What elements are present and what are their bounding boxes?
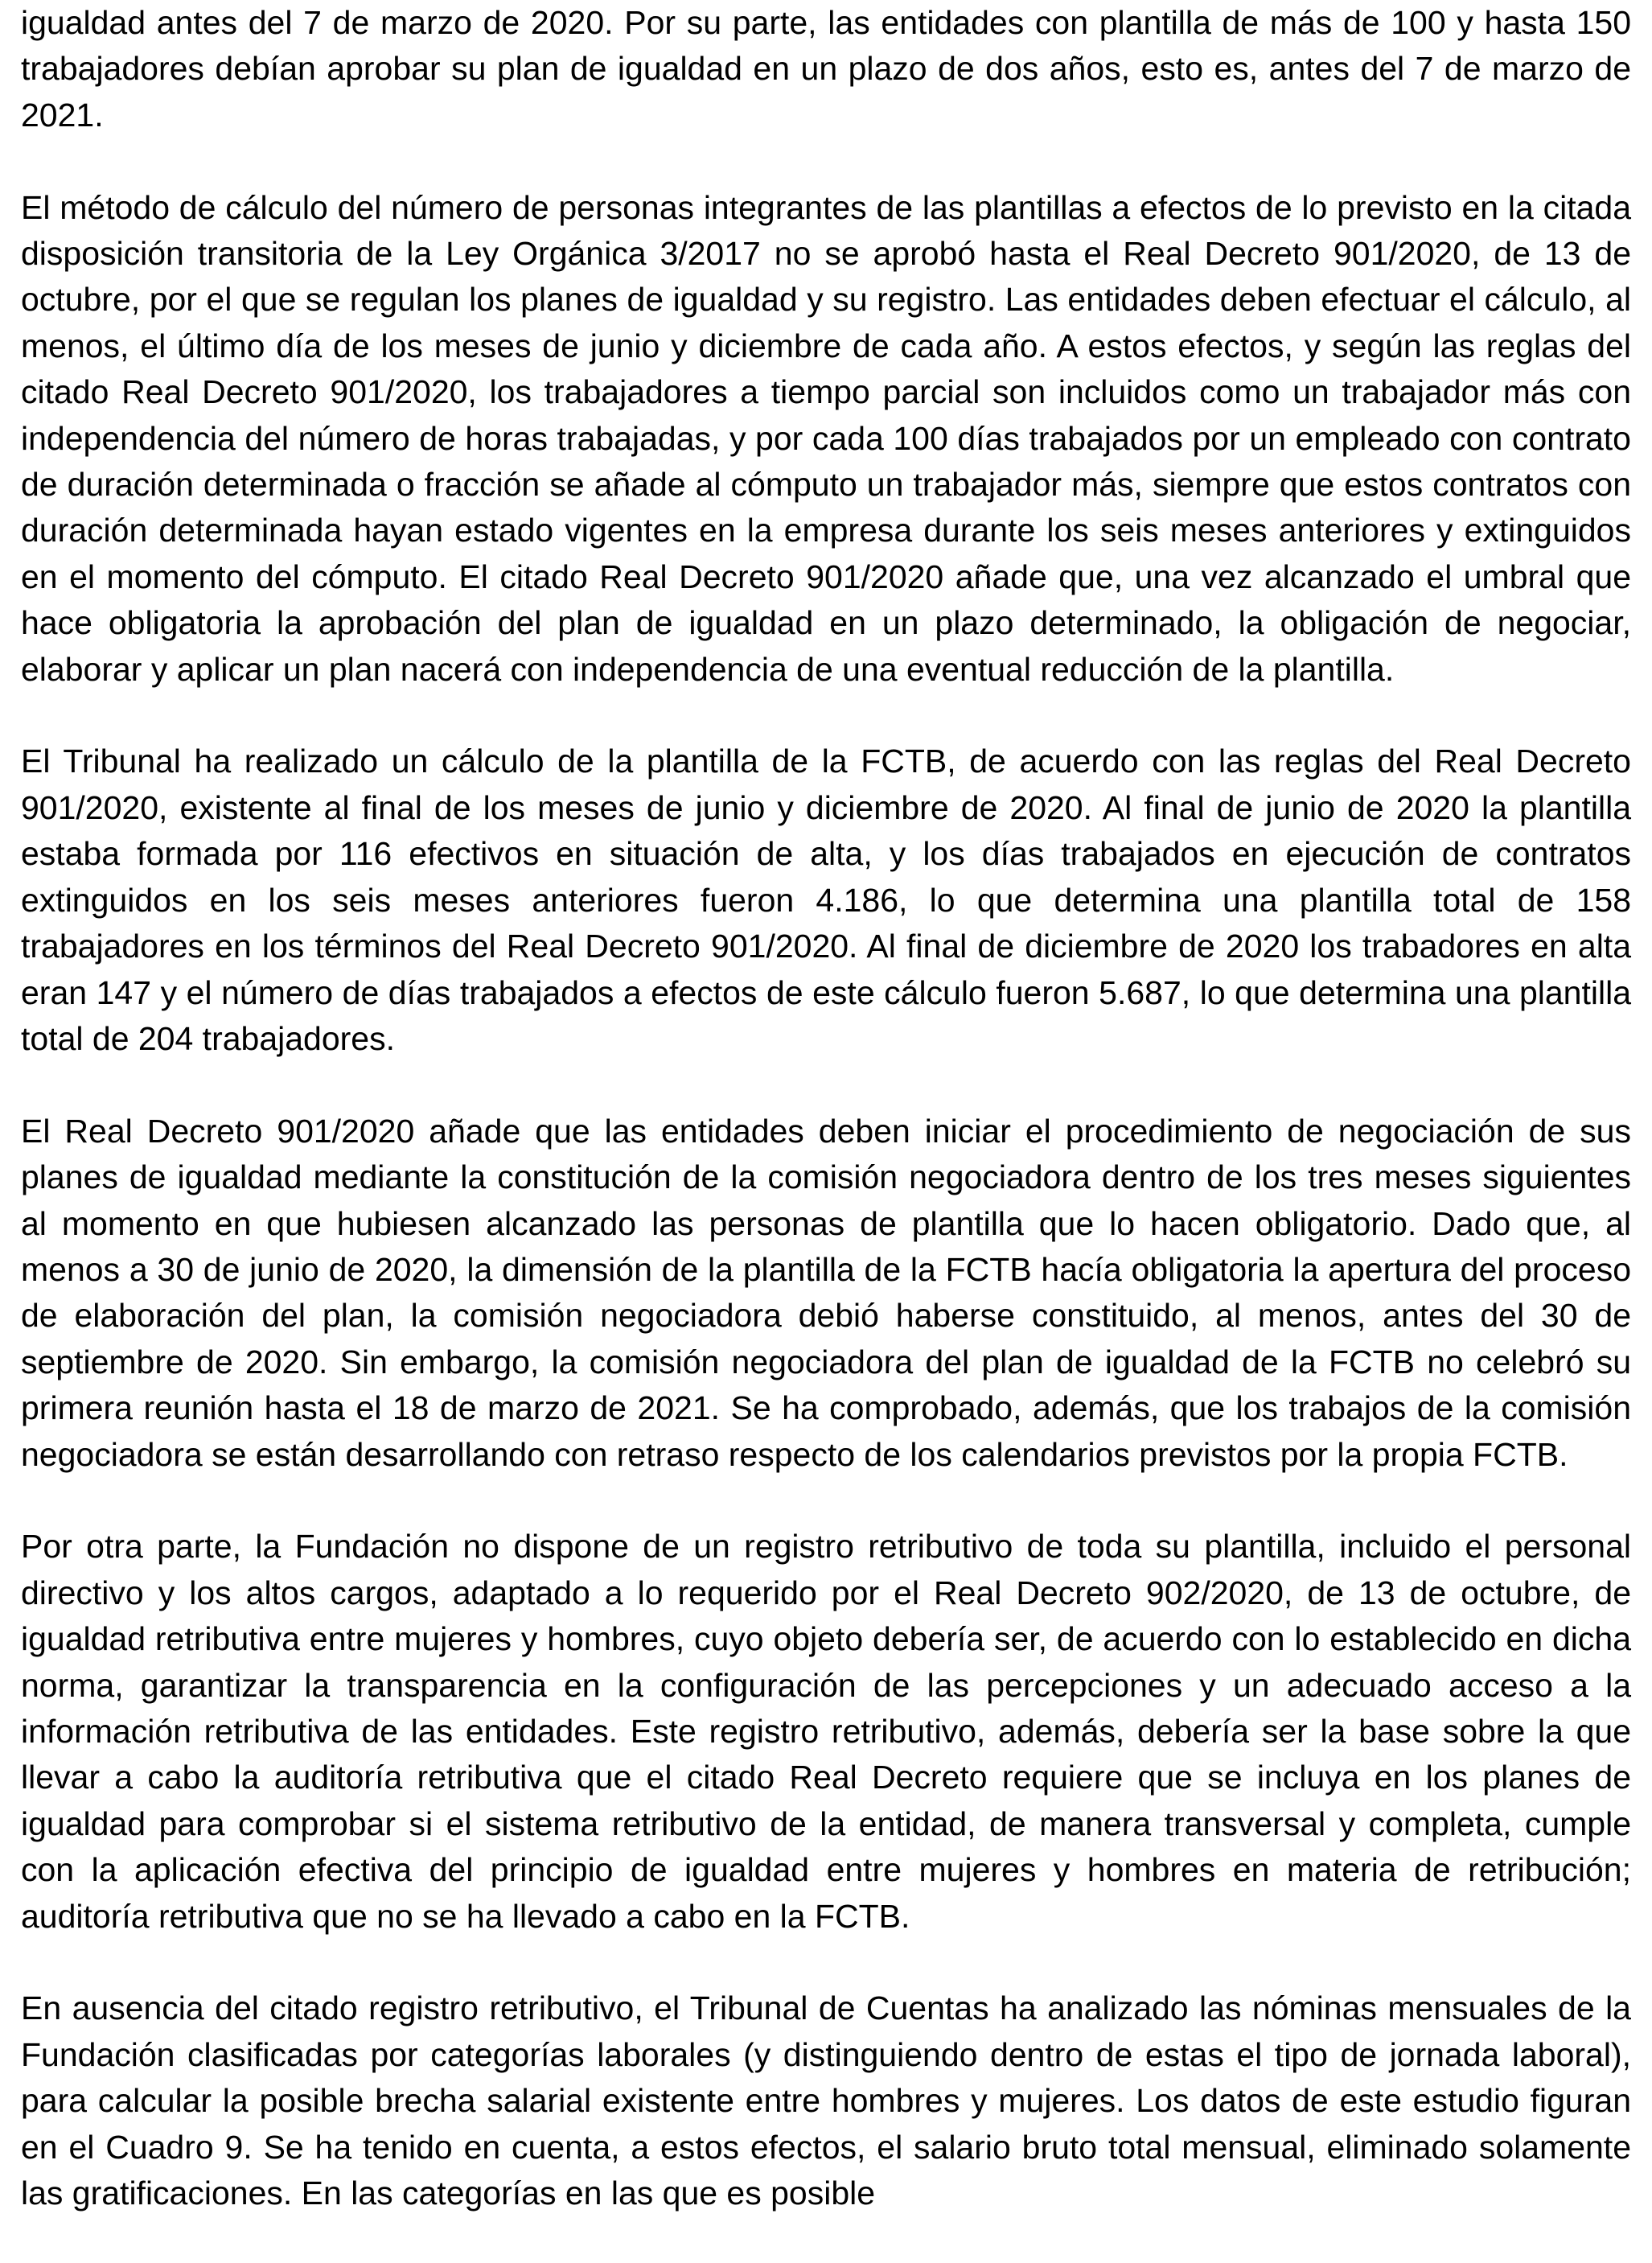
paragraph-metodo-calculo-plantilla: El método de cálculo del número de personas integrantes de las plantillas a efectos de lo previsto en la citada disposición transitoria de la Ley Orgánica 3/2017 no se aprobó hasta el Real Decreto 901/2020, de 13 de octubre, por el que se regulan los planes de igualdad y su registro. Las entidades deben efectuar el cálculo, al menos, el último día de los meses de junio y diciembre de cada año. A estos efectos, y según las reglas del citado Real Decreto 901/2020, los trabajadores a tiempo parcial son incluidos como un trabajador más con independencia del número de horas trabajadas, y por cada 100 días trabajados por un empleado con contrato de duración determinada o fracción se añade al cómputo un trabajador más, siempre que estos contratos con duración determinada hayan estado vigentes en la empresa durante los seis meses anteriores y extinguidos en el momento del cómputo. El citado Real Decreto 901/2020 añade que, una vez alcanzado el umbral que hace obligatoria la aprobación del plan de igualdad en un plazo determinado, la obligación de negociar, elaborar y aplicar un plan nacerá con independencia de una eventual reducción de la plantilla. — [21, 188, 1631, 688]
paragraph-calculo-plantilla-fctb: El Tribunal ha realizado un cálculo de la plantilla de la FCTB, de acuerdo con las reglas del Real Decreto 901/2020, existente al final de los meses de junio y diciembre de 2020. Al final de junio de 2020 la plantilla estaba formada por 116 efectivos en situación de alta, y los días trabajados en ejecución de contratos extinguidos en los seis meses anteriores fueron 4.186, lo que determina una plantilla total de 158 trabajadores en los términos del Real Decreto 901/2020. Al final de diciembre de 2020 los trabadores en alta eran 147 y el número de días trabajados a efectos de este cálculo fueron 5.687, lo que determina una plantilla total de 204 trabajadores. — [21, 743, 1631, 1057]
paragraph-brecha-salarial: En ausencia del citado registro retributivo, el Tribunal de Cuentas ha analizado las nóminas mensuales de la Fundación clasificadas por categorías laborales (y distinguiendo dentro de estas el tipo de jornada laboral), para calcular la posible brecha salarial existente entre hombres y mujeres. Los datos de este estudio figuran en el Cuadro 9. Se ha tenido en cuenta, a estos efectos, el salario bruto total mensual, eliminado solamente las gratificaciones. En las categorías en las que es posible — [21, 1989, 1631, 2212]
paragraph-plazos-plan-igualdad: igualdad antes del 7 de marzo de 2020. Por su parte, las entidades con plantilla de más de 100 y hasta 150 trabajadores debían aprobar su plan de igualdad en un plazo de dos años, esto es, antes del 7 de marzo de 2021. — [21, 4, 1631, 134]
paragraph-registro-retributivo: Por otra parte, la Fundación no dispone de un registro retributivo de toda su plantilla, incluido el personal directivo y los altos cargos, adaptado a lo requerido por el Real Decreto 902/2020, de 13 de octubre, de igualdad retributiva entre mujeres y hombres, cuyo objeto debería ser, de acuerdo con lo establecido en dicha norma, garantizar la transparencia en la configuración de las percepciones y un adecuado acceso a la información retributiva de las entidades. Este registro retributivo, además, debería ser la base sobre la que llevar a cabo la auditoría retributiva que el citado Real Decreto requiere que se incluya en los planes de igualdad para comprobar si el sistema retributivo de la entidad, de manera transversal y completa, cumple con la aplicación efectiva del principio de igualdad entre mujeres y hombres en materia de retribución; auditoría retributiva que no se ha llevado a cabo en la FCTB. — [21, 1528, 1631, 1935]
paragraph-comision-negociadora: El Real Decreto 901/2020 añade que las entidades deben iniciar el procedimiento de negociación de sus planes de igualdad mediante la constitución de la comisión negociadora dentro de los tres meses siguientes al momento en que hubiesen alcanzado las personas de plantilla que lo hacen obligatorio. Dado que, al menos a 30 de junio de 2020, la dimensión de la plantilla de la FCTB hacía obligatoria la apertura del proceso de elaboración del plan, la comisión negociadora debió haberse constituido, al menos, antes del 30 de septiembre de 2020. Sin embargo, la comisión negociadora del plan de igualdad de la FCTB no celebró su primera reunión hasta el 18 de marzo de 2021. Se ha comprobado, además, que los trabajos de la comisión negociadora se están desarrollando con retraso respecto de los calendarios previstos por la propia FCTB. — [21, 1112, 1631, 1473]
document-page — [21, 0, 1631, 2263]
